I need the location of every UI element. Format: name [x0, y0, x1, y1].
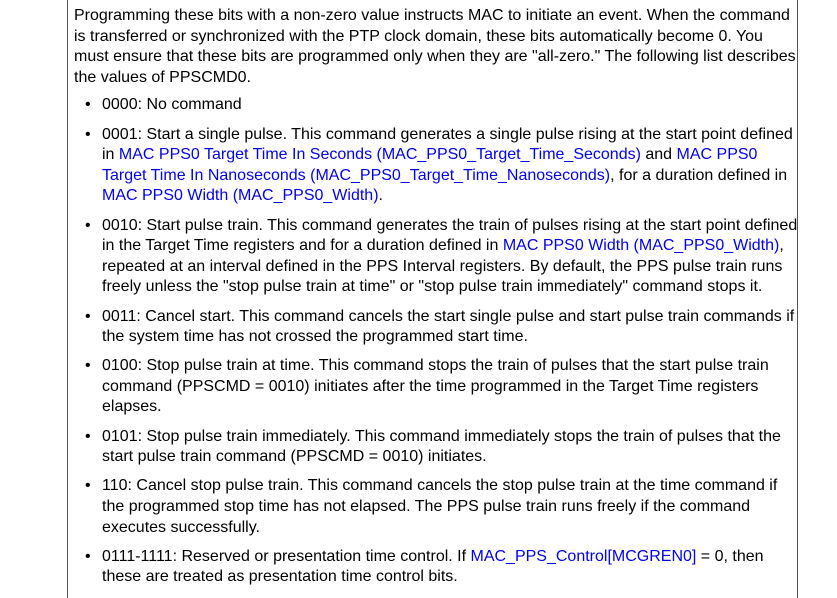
link-target-time-seconds[interactable]: MAC PPS0 Target Time In Seconds (MAC_PPS0_Target_Time_Seconds): [118, 146, 641, 164]
link-mac-pps-control-mcgren0[interactable]: MAC_PPS_Control[MCGREN0]: [470, 547, 697, 565]
field-description: [74, 6, 798, 597]
list-item-0010: • 0010: Start pulse train. This command generates the train of pulses rising at the start point defined in the Target Time registers and for a duration defined in MAC PPS0 Width (MAC_PPS0_Width), repeated at an interval defined in the PPS Interval registers. By default, the PPS pulse train runs freely unless the "stop pulse train at time" or "stop pulse train immediately" command stops it.: [85, 216, 798, 296]
link-pps0-width[interactable]: MAC PPS0 Width (MAC_PPS0_Width): [502, 237, 780, 255]
list-item-0101: • 0101: Stop pulse train immediately. This command immediately stops the train of pulses that the start pulse train command (PPSCMD = 0010) initiates.: [85, 427, 781, 466]
intro-paragraph: Programming these bits with a non-zero value instructs MAC to initiate an event. When the command is transferred or synchronized with the PTP clock domain, these bits automatically become 0. You must ensure that these bits are programmed only when they are "all-zero." The following list describes the values of PPSCMD0.: [74, 7, 796, 86]
list-item-0001: • 0001: Start a single pulse. This command generates a single pulse rising at the start point defined in MAC PPS0 Target Time In Seconds (MAC_PPS0_Target_Time_Seconds) and MAC PPS0 Target Time In Nanoseconds (MAC_PPS0_Target_Time_Nanoseconds), for a duration defined in MAC PPS0 Width (MAC_PPS0_Width).: [85, 125, 793, 205]
bullet-icon: •: [85, 547, 91, 565]
bullet-icon: •: [85, 427, 91, 445]
list-item-0111-1111: • 0111-1111: Reserved or presentation time control. If MAC_PPS_Control[MCGREN0] = 0, then these are treated as presentation time control bits.: [85, 547, 764, 586]
link-target-time-nanoseconds[interactable]: MAC PPS0 Target Time In Nanoseconds (MAC_PPS0_Target_Time_Nanoseconds): [102, 146, 758, 184]
link-pps0-width[interactable]: MAC PPS0 Width (MAC_PPS0_Width): [102, 187, 379, 205]
bullet-icon: •: [85, 96, 91, 114]
list-item-110: • 110: Cancel stop pulse train. This command cancels the stop pulse train at the time command if the programmed stop time has not elapsed. The PPS pulse train runs freely if the command executes successfully.: [85, 477, 778, 536]
bullet-icon: •: [85, 125, 91, 143]
ppscmd-value-list: [74, 95, 798, 588]
bullet-icon: •: [85, 307, 91, 325]
list-item-0011: • 0011: Cancel start. This command cancels the start single pulse and start pulse train commands if the system time has not crossed the programmed start time.: [85, 307, 795, 346]
bullet-icon: •: [85, 216, 91, 234]
bullet-icon: •: [85, 477, 91, 495]
bullet-icon: •: [85, 357, 91, 375]
list-item-0100: • 0100: Stop pulse train at time. This command stops the train of pulses that the start pulse train command (PPSCMD = 0010) initiates after the time programmed in the Target Time registers elapses.: [85, 357, 769, 416]
list-item-0000: • 0000: No command: [74, 95, 798, 116]
